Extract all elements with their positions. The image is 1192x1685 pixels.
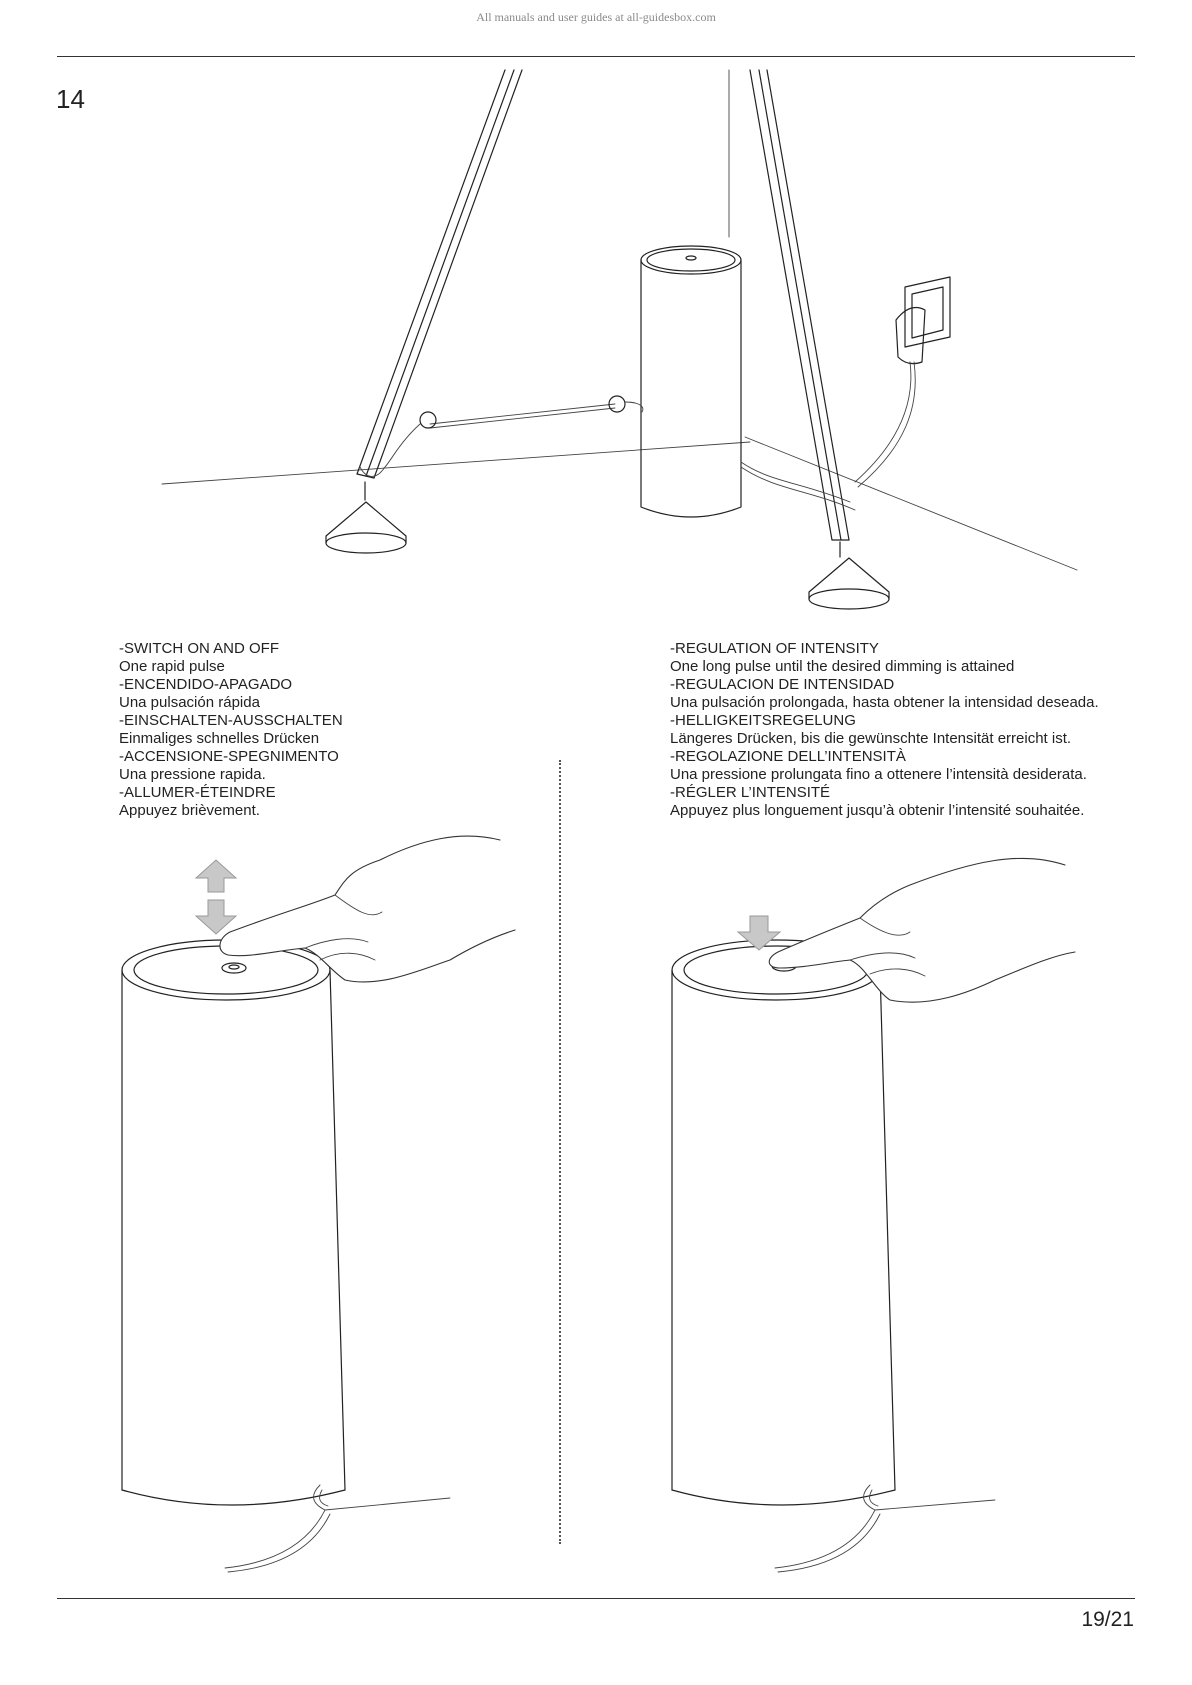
instruction-line: Längeres Drücken, bis die gewünschte Intensität erreicht ist.	[670, 730, 1072, 747]
instruction-line: -REGULACION DE INTENSIDAD	[670, 676, 895, 693]
left-leg	[326, 70, 522, 553]
instruction-line: Appuyez brièvement.	[119, 802, 260, 819]
bottom-rule	[57, 1598, 1135, 1599]
instruction-line: -HELLIGKEITSREGELUNG	[670, 712, 856, 729]
long-press-illustration	[670, 840, 1090, 1580]
instruction-line: -RÉGLER L’INTENSITÉ	[670, 784, 831, 801]
switch-instructions	[119, 640, 343, 820]
instruction-line: Appuyez plus longuement jusqu’à obtenir l’intensité souhaitée.	[670, 802, 1085, 819]
instruction-line: Una pulsación prolongada, hasta obtener la intensidad deseada.	[670, 694, 1099, 711]
down-arrow-icon	[196, 900, 236, 934]
right-leg	[750, 70, 889, 609]
floor-line-right	[745, 437, 1077, 570]
page-number: 19/21	[1081, 1608, 1134, 1631]
instruction-line: -REGOLAZIONE DELL’INTENSITÀ	[670, 748, 906, 765]
instruction-line: One rapid pulse	[119, 658, 225, 675]
hand	[769, 858, 1075, 1002]
wall-outlet	[855, 277, 950, 487]
instruction-line: Una pulsación rápida	[119, 694, 260, 711]
column-divider	[559, 760, 561, 1544]
instruction-line: Una pressione prolungata fino a ottenere l’intensità desiderata.	[670, 766, 1087, 783]
instruction-line: -SWITCH ON AND OFF	[119, 640, 279, 657]
instruction-line: Einmaliges schnelles Drücken	[119, 730, 320, 747]
connection-cable	[360, 396, 855, 510]
step-number: 14	[56, 84, 85, 114]
tripod-lamp-illustration	[150, 62, 1080, 612]
instruction-line: -REGULATION OF INTENSITY	[670, 640, 879, 657]
quick-press-illustration	[120, 820, 540, 1580]
hand	[220, 836, 515, 982]
instruction-line: Una pressione rapida.	[119, 766, 266, 783]
down-arrow-icon	[738, 916, 780, 950]
instruction-line: -ALLUMER-ÉTEINDRE	[119, 784, 276, 801]
intensity-instructions	[670, 640, 1099, 820]
watermark: All manuals and user guides at all-guidesbox.com	[476, 10, 716, 24]
instruction-line: One long pulse until the desired dimming is attained	[670, 658, 1015, 675]
floor-line-left	[162, 442, 750, 484]
up-arrow-icon	[196, 860, 236, 892]
base-cylinder	[641, 246, 741, 517]
instruction-line: -ACCENSIONE-SPEGNIMENTO	[119, 748, 339, 765]
instruction-line: -ENCENDIDO-APAGADO	[119, 676, 293, 693]
instruction-line: -EINSCHALTEN-AUSSCHALTEN	[119, 712, 343, 729]
top-rule	[57, 56, 1135, 57]
